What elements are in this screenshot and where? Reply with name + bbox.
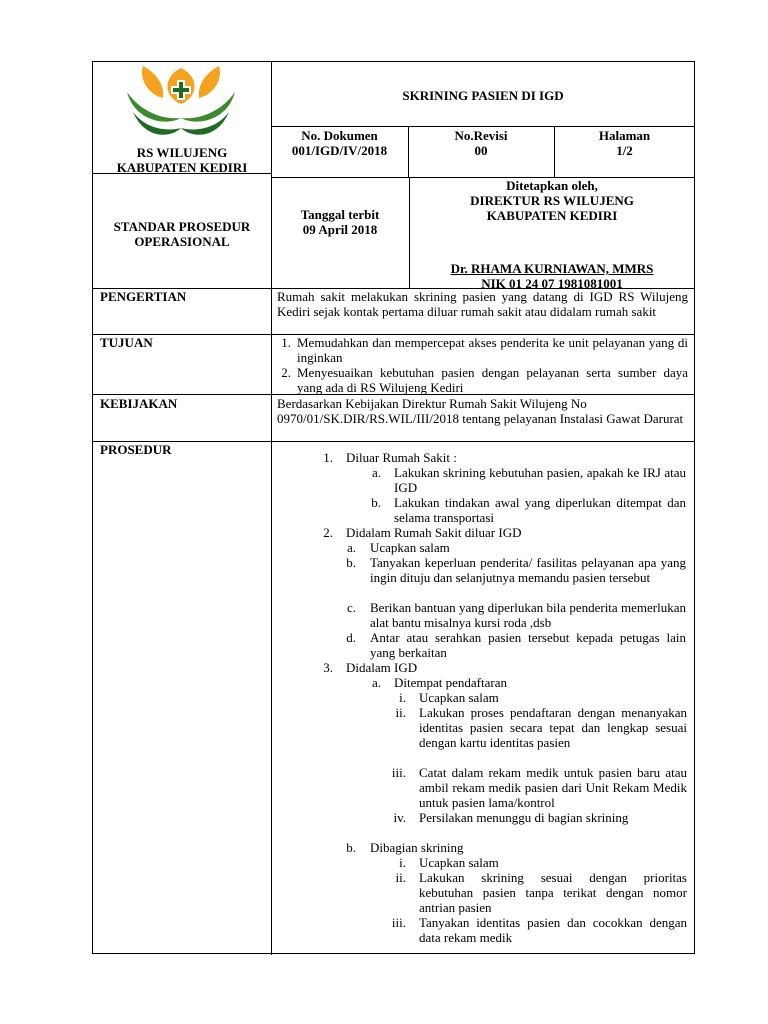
page-cell (554, 126, 695, 158)
list-marker: 3. (323, 660, 333, 675)
hospital-logo-icon (125, 64, 237, 144)
row-divider (93, 441, 695, 442)
prosedur-text: Lakukan skrining sesuai dengan prioritas kebutuhan pasien tanpa terikat dengan nomor antrian pasien (419, 870, 687, 915)
prosedur-text: Ditempat pendaftaran (394, 675, 507, 690)
approval-line3: KABUPATEN KEDIRI (486, 208, 618, 223)
revision-cell (408, 126, 554, 158)
director-nik: NIK 01 24 07 1981081001 (481, 276, 623, 291)
page-value: 1/2 (616, 143, 633, 158)
approval-cell (409, 177, 695, 291)
list-marker: a. (346, 540, 356, 555)
prosedur-text: Antar atau serahkan pasien tersebut kepada petugas lain yang berkaitan (370, 630, 686, 660)
hospital-logo (125, 64, 237, 144)
list-marker: iii. (391, 915, 406, 930)
prosedur-text: Didalam Rumah Sakit diluar IGD (346, 525, 522, 540)
prosedur-text: Didalam IGD (346, 660, 418, 675)
approval-line2: DIREKTUR RS WILUJENG (470, 193, 634, 208)
prosedur-text: Catat dalam rekam medik untuk pasien baru atau ambil rekam medik pasien dari Unit Rekam Medik untuk pasien lama/kontrol (419, 765, 687, 810)
kebijakan-label: KEBIJAKAN (100, 396, 178, 411)
list-marker: b. (371, 495, 381, 510)
document-title: SKRINING PASIEN DI IGD (402, 88, 564, 103)
org-region: KABUPATEN KEDIRI (116, 160, 248, 175)
prosedur-text: Lakukan proses pendaftaran dengan menanyakan identitas pasien secara tepat dan lengkap sesuai dengan kartu identitas pasien (419, 705, 687, 750)
pengertian-label: PENGERTIAN (100, 289, 187, 304)
revision-label: No.Revisi (454, 128, 508, 143)
prosedur-text: Tanyakan keperluan penderita/ fasilitas pelayanan apa yang ingin dituju dan selanjutnya memandu pasien tersebut (370, 555, 686, 585)
list-marker: ii. (395, 705, 406, 720)
pengertian-text: Rumah sakit melakukan skrining pasien yang datang di IGD RS Wilujeng Kediri sejak kontak pertama diluar rumah sakit atau didalam rumah sakit (277, 289, 688, 319)
org-name: RS WILUJENG (136, 145, 228, 160)
list-marker: i. (399, 690, 406, 705)
issued-label: Tanggal terbit (300, 207, 380, 222)
org-name-block (93, 145, 271, 175)
column-divider (271, 62, 272, 955)
list-marker: c. (346, 600, 356, 615)
page-label: Halaman (598, 128, 651, 143)
prosedur-text: Ucapkan salam (419, 855, 499, 870)
doc-number-label: No. Dokumen (301, 128, 378, 143)
prosedur-text: Lakukan skrining kebutuhan pasien, apakah ke IRJ atau IGD (394, 465, 686, 495)
list-marker: d. (346, 630, 356, 645)
approval-line1: Ditetapkan oleh, (506, 178, 598, 193)
list-marker: b. (346, 555, 356, 570)
list-marker: 1. (323, 450, 333, 465)
prosedur-text: Dibagian skrining (370, 840, 464, 855)
prosedur-text: Berikan bantuan yang diperlukan bila penderita memerlukan alat bantu misalnya kursi roda ,dsb (370, 600, 686, 630)
doc-number-cell (271, 126, 408, 158)
prosedur-text: Diluar Rumah Sakit : (346, 450, 457, 465)
prosedur-text: Tanyakan identitas pasien dan cocokkan dengan data rekam medik (419, 915, 687, 945)
list-marker: i. (399, 855, 406, 870)
sop-document (92, 61, 695, 954)
list-marker: a. (371, 675, 381, 690)
tujuan-label: TUJUAN (100, 335, 153, 350)
sop-label-line2: OPERASIONAL (134, 234, 230, 249)
tujuan-item-text: Menyesuaikan kebutuhan pasien dengan pelayanan serta sumber daya yang ada di RS Wilujeng Kediri (297, 365, 688, 395)
issued-value: 09 April 2018 (302, 222, 378, 237)
director-name: Dr. RHAMA KURNIAWAN, MMRS (450, 261, 654, 276)
list-marker: b. (346, 840, 356, 855)
doc-number-value: 001/IGD/IV/2018 (291, 143, 388, 158)
prosedur-text: Ucapkan salam (370, 540, 450, 555)
list-marker: ii. (395, 870, 406, 885)
list-marker: iv. (393, 810, 406, 825)
list-marker: a. (371, 465, 381, 480)
prosedur-text: Ucapkan salam (419, 690, 499, 705)
list-marker: 2. (323, 525, 333, 540)
kebijakan-text: Berdasarkan Kebijakan Direktur Rumah Sakit Wilujeng No 0970/01/SK.DIR/RS.WIL/III/2018 tentang pelayanan Instalasi Gawat Darurat (277, 396, 684, 426)
prosedur-text: Persilakan menunggu di bagian skrining (419, 810, 629, 825)
prosedur-label: PROSEDUR (100, 442, 172, 457)
tujuan-item-text: Memudahkan dan mempercepat akses penderita ke unit pelayanan yang di inginkan (297, 335, 688, 365)
list-marker: 1. (281, 335, 291, 350)
sop-label-line1: STANDAR PROSEDUR (113, 219, 251, 234)
prosedur-text: Lakukan tindakan awal yang diperlukan ditempat dan selama transportasi (394, 495, 686, 525)
list-marker: 2. (281, 365, 291, 380)
list-marker: iii. (391, 765, 406, 780)
revision-value: 00 (474, 143, 488, 158)
issued-date-cell (271, 207, 409, 237)
sop-label (93, 219, 271, 249)
